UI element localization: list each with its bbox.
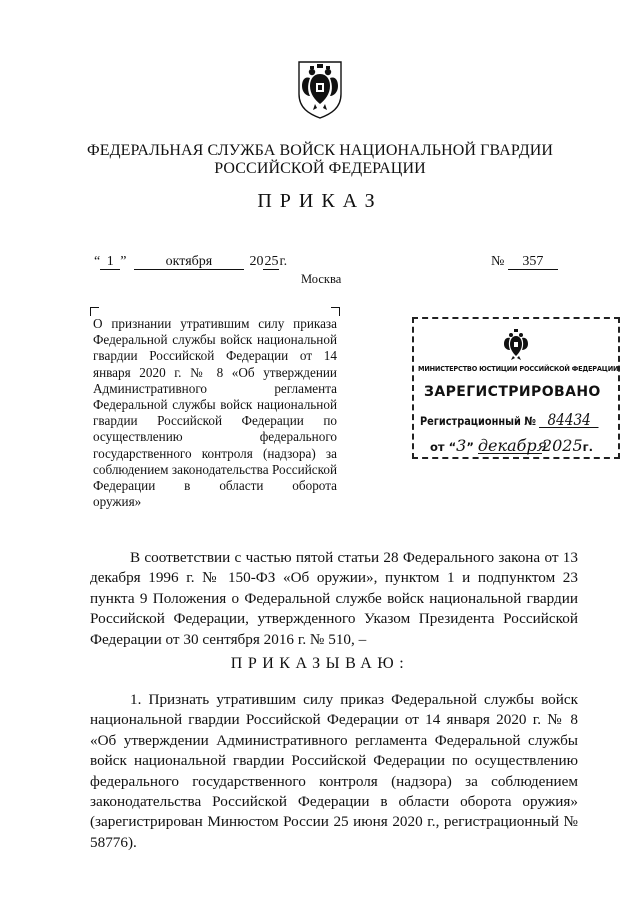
order-city: Москва <box>301 272 342 286</box>
stamp-date-prefix: от “ <box>430 440 457 454</box>
stamp-registered: ЗАРЕГИСТРИРОВАНО <box>424 384 601 400</box>
stamp-ministry: МИНИСТЕРСТВО ЮСТИЦИИ РОССИЙСКОЙ ФЕДЕРАЦИИ <box>418 364 619 373</box>
preamble-paragraph <box>90 548 578 650</box>
date-year-unit: г. <box>279 254 288 269</box>
date-month: октября <box>134 255 244 270</box>
stamp-registration-date <box>430 436 593 455</box>
stamp-reg-number: 84434 <box>539 413 599 428</box>
stamp-date-sep: ” <box>466 440 474 454</box>
order-number-value: 357 <box>508 255 558 270</box>
stamp-registration-number <box>420 410 599 429</box>
preamble-text: В соответствии с частью пятой статьи 28 Федерального закона от 13 декабря 1996 г. № 150-ФЗ «Об оружии», пунктом 1 и подпунктом 23 пункта 9 Положения о Федеральной службе войск национальной гвардии Российской Федерации, утвержденного Указом Президента Российской Федерации от 30 сентября 2016 г. № 510, – <box>90 549 578 648</box>
order-subject <box>93 316 337 510</box>
order-date <box>94 254 287 270</box>
subject-corner-right <box>331 307 340 316</box>
registration-stamp <box>412 317 620 459</box>
organization-name-line1: ФЕДЕРАЛЬНАЯ СЛУЖБА ВОЙСК НАЦИОНАЛЬНОЙ ГВАРДИИ <box>86 142 554 159</box>
order-item-1 <box>90 690 578 853</box>
document-type-title: ПРИКАЗ <box>257 190 383 212</box>
coat-of-arms-icon <box>293 58 347 120</box>
stamp-date-day: 3 <box>456 436 467 455</box>
order-number <box>491 254 558 270</box>
date-close-quote: ” <box>120 254 127 269</box>
stamp-date-month: декабря <box>477 436 548 455</box>
stamp-date-year: 2025 <box>541 436 583 455</box>
date-open-quote: “ <box>94 254 101 269</box>
order-subject-last-line: оружия» <box>93 494 142 510</box>
stamp-emblem-icon <box>501 327 531 361</box>
date-day: 1 <box>100 255 120 270</box>
stamp-date-suffix: г. <box>582 440 594 454</box>
date-year-suffix: 25 <box>264 254 279 269</box>
order-number-label: № <box>491 254 505 269</box>
order-item-1-text: 1. Признать утратившим силу приказ Федеральной службы войск национальной гвардии Российской Федерации от 14 января 2020 г. № 8 «Об утверждении Административного регламента Федеральной службы войск национальной гвардии Российской Федерации по осуществлению федерального государственного контроля (надзора) за соблюдением законодательства Российской Федерации в области оборота оружия» (зарегистрирован Минюстом России 25 июня 2020 г., регистрационный № 58776). <box>90 691 578 851</box>
order-subject-text: О признании утратившим силу приказа Федеральной службы войск национальной гвардии Российской Федерации от 14 января 2020 г. № 8 «Об утверждении Административного регламента Федеральной службы войск национальной гвардии Российской Федерации по осуществлению федерального государственного контроля (надзора) за соблюдением законодательства Российской Федерации в области оборота <box>93 316 337 494</box>
subject-corner-left <box>90 307 99 316</box>
stamp-reg-label: Регистрационный № <box>420 414 536 428</box>
organization-name-line2: РОССИЙСКОЙ ФЕДЕРАЦИИ <box>214 160 426 177</box>
order-directive-word: ПРИКАЗЫВАЮ: <box>230 655 410 672</box>
date-year-prefix: 20 <box>249 254 264 269</box>
